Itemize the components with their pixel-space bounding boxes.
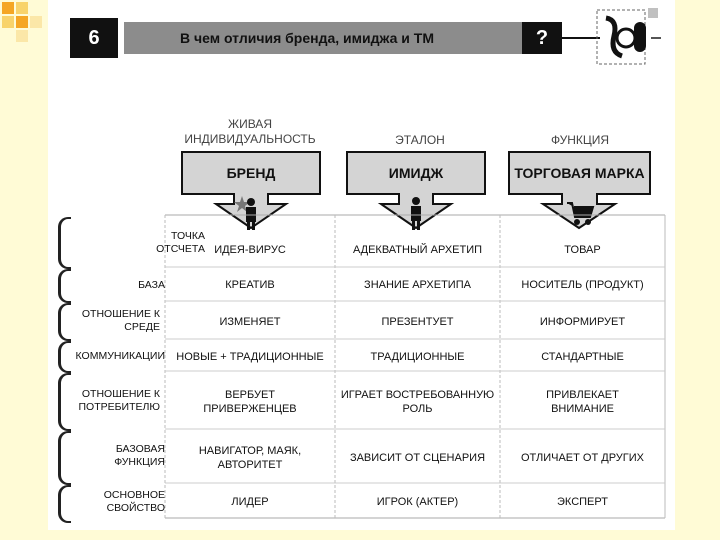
page-title: В чем отличия бренда, имиджа и ТМ bbox=[124, 22, 534, 54]
row-label: ОСНОВНОЕ СВОЙСТВО bbox=[103, 489, 165, 514]
table-cell: АДЕКВАТНЫЙ АРХЕТИП bbox=[352, 244, 483, 256]
table-cell: ЗАВИСИТ ОТ СЦЕНАРИЯ bbox=[349, 452, 486, 464]
table-cell: ИГРОК (АКТЕР) bbox=[376, 496, 459, 508]
arrow-label-brand: БРЕНД bbox=[226, 165, 276, 181]
table-cell: ЭКСПЕРТ bbox=[557, 496, 608, 508]
column-header-brand: ЖИВАЯ ИНДИВИДУАЛЬНОСТЬ bbox=[184, 117, 316, 146]
row-label: БАЗА bbox=[138, 278, 165, 291]
header-bar bbox=[70, 18, 560, 58]
help-button[interactable]: ? bbox=[522, 22, 562, 54]
row-label: ОТНОШЕНИЕ К ПОТРЕБИТЕЛЮ bbox=[78, 388, 160, 413]
row-bracket bbox=[58, 217, 71, 269]
row-bracket bbox=[58, 485, 71, 523]
arrow-label-image: ИМИДЖ bbox=[388, 165, 444, 181]
header-connector-line bbox=[562, 37, 600, 39]
row-bracket bbox=[58, 431, 71, 485]
row-label: БАЗОВАЯ ФУНКЦИЯ bbox=[114, 443, 165, 468]
table-cell: ЛИДЕР bbox=[231, 496, 269, 508]
table-cell: НАВИГАТОР, МАЯК, АВТОРИТЕТ bbox=[198, 445, 302, 471]
logo-icon bbox=[596, 8, 662, 66]
table-cell: ИНФОРМИРУЕТ bbox=[539, 316, 626, 328]
table-cell: ОТЛИЧАЕТ ОТ ДРУГИХ bbox=[520, 452, 644, 464]
table-cell: ТРАДИЦИОННЫЕ bbox=[370, 351, 465, 363]
corner-decoration bbox=[0, 0, 45, 45]
table-cell: ПРЕЗЕНТУЕТ bbox=[381, 316, 454, 328]
column-header-tm: ФУНКЦИЯ bbox=[550, 133, 610, 147]
table-cell: ТОВАР bbox=[564, 244, 601, 256]
table-cell: ИЗМЕНЯЕТ bbox=[219, 316, 281, 328]
row-label: КОММУНИКАЦИИ bbox=[75, 349, 165, 362]
table-cell: КРЕАТИВ bbox=[225, 279, 275, 291]
arrow-label-tm: ТОРГОВАЯ МАРКА bbox=[514, 165, 645, 181]
row-label: ТОЧКА ОТСЧЕТА bbox=[156, 230, 205, 255]
table-cell: НОСИТЕЛЬ (ПРОДУКТ) bbox=[521, 279, 644, 291]
table-cell: НОВЫЕ + ТРАДИЦИОННЫЕ bbox=[176, 351, 324, 363]
row-label: ОТНОШЕНИЕ К СРЕДЕ bbox=[81, 308, 160, 333]
column-header-image: ЭТАЛОН bbox=[395, 133, 445, 147]
slide-number: 6 bbox=[70, 18, 118, 58]
table-cell: ЗНАНИЕ АРХЕТИПА bbox=[364, 279, 471, 291]
table-cell: ИГРАЕТ ВОСТРЕБОВАННУЮ РОЛЬ bbox=[340, 389, 495, 415]
table-cell: ИДЕЯ-ВИРУС bbox=[214, 244, 286, 256]
table-cell: ПРИВЛЕКАЕТ ВНИМАНИЕ bbox=[546, 389, 619, 415]
table-cell: СТАНДАРТНЫЕ bbox=[541, 351, 624, 363]
table-cell: ВЕРБУЕТ ПРИВЕРЖЕНЦЕВ bbox=[203, 389, 297, 415]
